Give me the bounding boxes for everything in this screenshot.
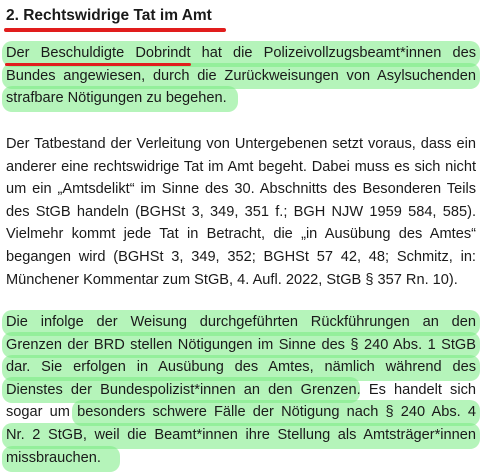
text-line: dar. Sie erfolgen in Ausübung des Amtes, nämlich während des [6, 359, 476, 376]
text-line: Bundes angewiesen, durch die Zurückweisungen von Asylsuchenden [6, 67, 476, 84]
text-line: Der Beschuldigte Dobrindt hat die Polizeivollzugsbeamt*innen des [6, 45, 476, 61]
text-line: um ein „Amtsdelikt“ im Sinne des 30. Abschnitts des Besonderen Teils [6, 181, 476, 198]
text-line: Die infolge der Weisung durchgeführten Rückführungen an den [6, 314, 476, 330]
text-line: Münchener Kommentar zum StGB, 4. Aufl. 2022, StGB § 357 Rn. 10). [6, 271, 458, 288]
text-line: Grenzen der BRD stellen Nötigungen im Sinne des § 240 Abs. 1 StGB [6, 336, 476, 353]
text-line: sogar um besonders schwere Fälle der Nötigung nach § 240 Abs. 4 [6, 404, 476, 421]
heading-underline [4, 28, 226, 32]
paragraph-3 [6, 311, 476, 469]
paragraph-1 [6, 42, 476, 110]
text-line: anderer eine rechtswidrige Tat im Amt begeht. Dabei muss es sich nicht [6, 158, 476, 175]
section-heading: 2. Rechtswidrige Tat im Amt [6, 7, 212, 24]
text-line: Dienstes der Bundespolizist*innen an den Grenzen. Es handelt sich [6, 381, 476, 398]
text-line: Der Tatbestand der Verleitung von Untergebenen setzt voraus, dass ein [6, 136, 476, 152]
text-line: begangen wird (BGHSt 3, 349, 352; BGHSt 57 42, 48; Schmitz, in: [6, 248, 476, 265]
text-line: Nr. 2 StGB, weil die Beamt*innen ihre Stellung als Amtsträger*innen [6, 426, 476, 443]
text-line: des StGB handeln (BGHSt 3, 349, 351 f.; BGH NJW 1959 584, 585). [6, 203, 476, 220]
text-line: missbrauchen. [6, 449, 101, 466]
paragraph-2 [6, 133, 476, 291]
text-line: Vielmehr kommt jede Tat in Betracht, die „in Ausübung des Amtes“ [6, 226, 476, 243]
text-line: strafbare Nötigungen zu begehen. [6, 90, 227, 107]
